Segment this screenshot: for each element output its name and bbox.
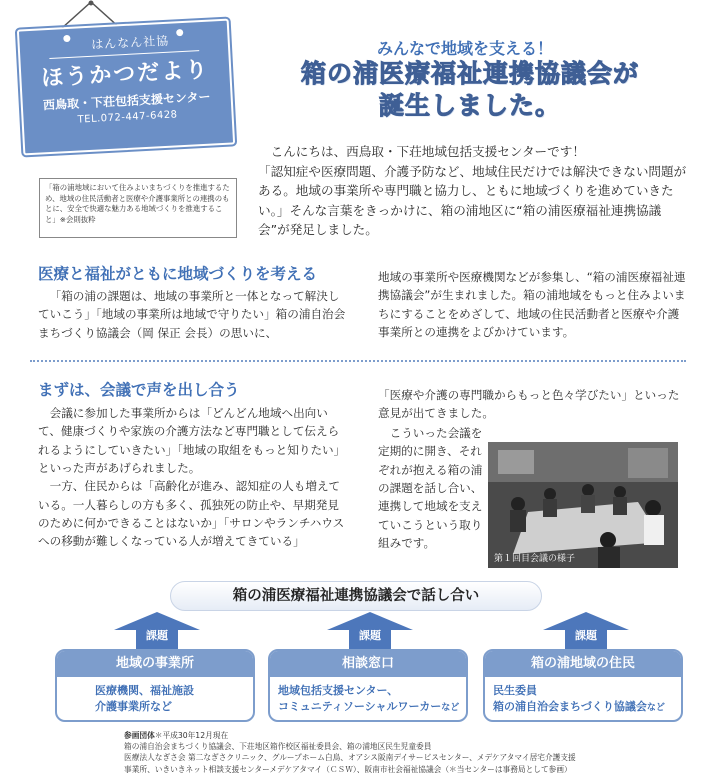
intro-greeting: こんにちは、西鳥取・下荘地域包括支援センターです！ bbox=[270, 144, 585, 159]
section1-heading: 医療と福祉がともに地域づくりを考える bbox=[38, 265, 318, 283]
section2-right-intro bbox=[378, 386, 686, 423]
members-line: 医療法人なぎさ会 第二なぎさクリニック、グループホーム白鳥、オアシス阪南デイサービスセンター、メデケアタマイ居宅介護支援 bbox=[124, 753, 576, 763]
stakeholder-box-residents bbox=[483, 649, 683, 722]
sign-magazine-title: ほうかつだより bbox=[40, 57, 210, 92]
meeting-photo bbox=[488, 442, 678, 568]
section2-heading: まずは、会議で声を出し合う bbox=[38, 381, 240, 399]
bylaw-quote: 「箱の浦地域において住みよいまちづくりを推進するため、地域の住民活動者と医療や介護事業所との連携のもとに、安全で快適な魅力ある地域づくりを推進すること」※会則抜粋 bbox=[39, 178, 237, 238]
stakeholder-line-wrap bbox=[493, 699, 677, 715]
section1-right-text bbox=[378, 268, 686, 341]
stakeholder-box-content bbox=[485, 677, 681, 715]
members-header bbox=[124, 730, 684, 741]
issue-arrow-label: 課題 bbox=[146, 629, 168, 642]
section1-left-text bbox=[38, 287, 350, 342]
sign-center-name: 西鳥取・下荘包括支援センター bbox=[42, 89, 211, 113]
council-banner: 箱の浦医療福祉連携協議会で話し合い bbox=[170, 581, 542, 611]
headline-subtitle: みんなで地域を支える！ bbox=[376, 39, 553, 58]
stakeholder-line: 医療機関、福祉施設 bbox=[95, 684, 194, 697]
stakeholder-suffix: など bbox=[441, 702, 460, 713]
photo-caption: 第１回目会議の様子 bbox=[494, 554, 576, 564]
section1-left-paragraph: 「箱の浦の課題は、地域の事業所と一体となって解決していこう」「地域の事業所は地域で守りたい」箱の浦自治会まちづくり協議会（岡 保正 会長）の思いに、 bbox=[38, 289, 346, 340]
members-line: 事業所、いきいきネット相談支援センターメデケアタマイ（ＣＳＷ）、阪南市社会福祉協議会（＊当センターは事務局として参画） bbox=[124, 764, 572, 774]
section2-right-paragraph1: 「医療や介護の専門職からもっと色々学びたい」といった意見が出てきました。 bbox=[378, 388, 680, 421]
headline-title-line2: 誕生しました。 bbox=[378, 91, 561, 120]
stakeholder-suffix: など bbox=[646, 702, 665, 713]
section1-right-paragraph: 地域の事業所や医療機関などが参集し、“箱の浦医療福祉連携協議会”が生まれました。箱の浦地域をもっと住みよいまちにすることをめざして、地域の住民活動者と医療や介護事業所との連携をよびかけています。 bbox=[378, 270, 686, 339]
section2-right-paragraph2-text: こういった会議を定期的に開き、それぞれが抱える箱の浦の課題を話し合い、連携して地域を支えていこうという取り組みです。 bbox=[378, 426, 483, 550]
stakeholder-box-businesses bbox=[55, 649, 255, 722]
stakeholder-box-title: 箱の浦地域の住民 bbox=[485, 651, 681, 677]
issue-arrow bbox=[325, 612, 415, 650]
members-line: 箱の浦自治会まちづくり協議会、下荘地区箱作校区福祉委員会、箱の浦地区民生児童委員 bbox=[124, 742, 432, 752]
stakeholder-box-consultation bbox=[268, 649, 468, 722]
members-heading: 参画団体 bbox=[124, 731, 155, 740]
issue-arrow bbox=[112, 612, 202, 650]
stakeholder-line: コミュニティソーシャルワーカー bbox=[278, 699, 442, 713]
members-date: ＊平成30年12月現在 bbox=[154, 731, 229, 740]
participating-groups bbox=[124, 730, 684, 775]
stakeholder-line: 民生委員 bbox=[493, 684, 537, 697]
stakeholder-box-title: 地域の事業所 bbox=[57, 651, 253, 677]
sign-tel: TEL.072-447-6428 bbox=[77, 109, 178, 126]
stakeholder-line: 介護事業所など bbox=[95, 699, 172, 713]
section2-left-paragraph1: 会議に参加した事業所からは「どんどん地域へ出向いて、健康づくりや家族の介護方法など専門職として伝えられるようにしていきたい」「地域の取組をもっと知りたい」といった声があげられました。 bbox=[38, 406, 346, 475]
section2-left-text bbox=[38, 404, 350, 551]
issue-arrow-label: 課題 bbox=[359, 629, 381, 642]
stakeholder-box-title: 相談窓口 bbox=[270, 651, 466, 677]
headline-title bbox=[240, 58, 700, 122]
meeting-photo-illustration bbox=[488, 442, 678, 568]
issue-arrow-label: 課題 bbox=[575, 629, 597, 642]
stakeholder-line-wrap bbox=[278, 699, 462, 715]
issue-arrow bbox=[541, 612, 631, 650]
stakeholder-line: 箱の浦自治会まちづくり協議会 bbox=[493, 699, 647, 713]
section2-left-paragraph2: 一方、住民からは「高齢化が進み、認知症の人も増えている。一人暮らしの方も多く、孤独死の防止や、早期発見のために何かできることはないか」「サロンやランチハウスへの移動が難しくなっている人が増えてきている」 bbox=[38, 479, 345, 549]
stakeholder-box-content bbox=[270, 677, 466, 715]
intro-body: 「認知症や医療問題、介護予防など、地域住民だけでは解決できない問題がある。地域の事業所や専門職と協力し、ともに地域づくりを進めていきたい。」そんな言葉をきっかけに、箱の浦地区に“箱の浦医療福祉連携協議会”が発足しました。 bbox=[258, 163, 687, 238]
stakeholder-box-content bbox=[57, 677, 253, 715]
headline-title-line1: 箱の浦医療福祉連携協議会が bbox=[300, 59, 639, 88]
sign-org: はんなん社協 bbox=[90, 33, 170, 52]
newsletter-sign bbox=[17, 19, 235, 156]
stakeholder-line: 地域包括支援センター、 bbox=[278, 684, 399, 697]
intro-text bbox=[258, 142, 690, 240]
section-divider bbox=[30, 360, 686, 362]
